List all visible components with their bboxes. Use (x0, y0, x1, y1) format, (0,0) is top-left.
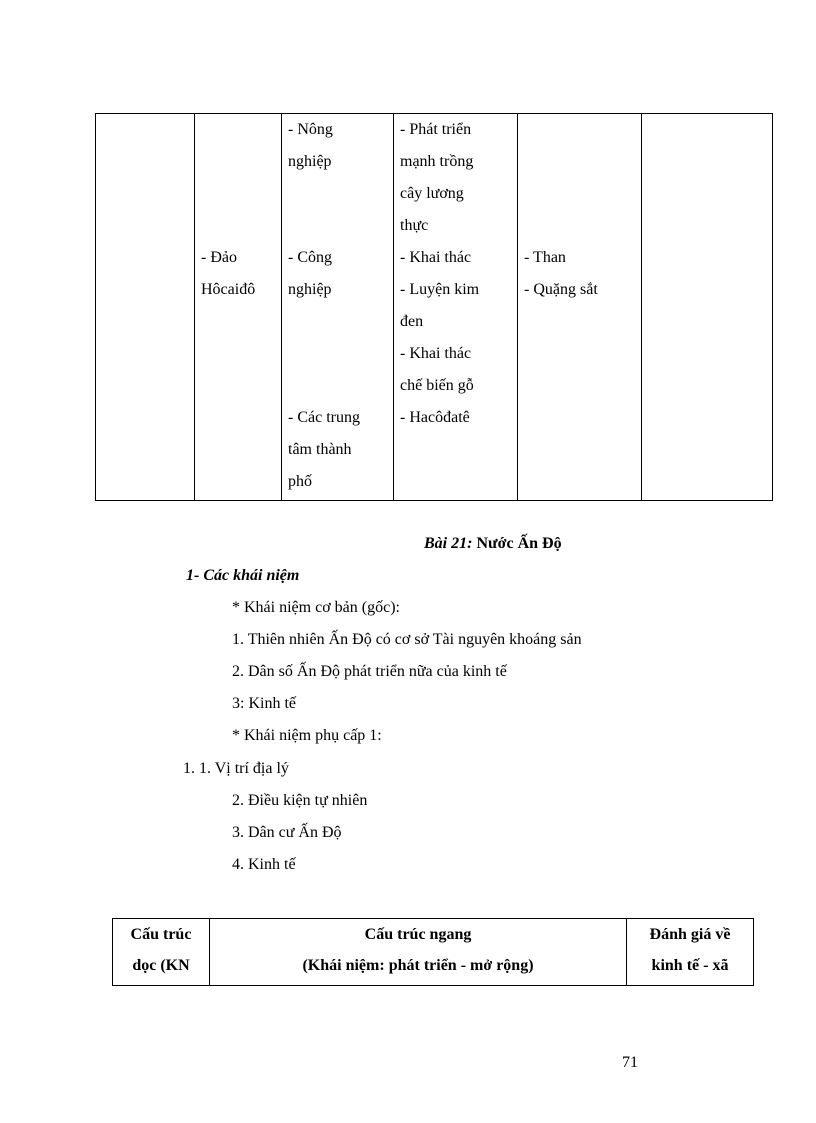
header-line: (Khái niệm: phát triển - mở rộng) (302, 957, 534, 974)
detail-line: đen (400, 313, 424, 330)
sector-line: - Nông (288, 121, 333, 138)
structure-table (112, 918, 754, 986)
detail-line: thực (400, 217, 429, 234)
text-line: 3: Kinh tế (232, 695, 296, 712)
sector-line: - Công (288, 249, 332, 266)
page-number: 71 (622, 1054, 638, 1071)
header-line: kinh tế - xã (651, 957, 729, 974)
detail-line: - Hacôđatê (400, 409, 470, 426)
text-line: * Khái niệm phụ cấp 1: (232, 727, 382, 744)
detail-line: - Khai thác (400, 345, 472, 362)
sector-line: nghiệp (288, 281, 332, 298)
resource-line: - Quặng sắt (524, 281, 598, 298)
lesson-title (424, 535, 562, 553)
table-cell-empty (642, 114, 773, 501)
header-line: dọc (KN (132, 957, 190, 974)
detail-line: - Luyện kim (400, 281, 480, 298)
table-cell-region (195, 114, 282, 501)
table-header-cell (113, 919, 210, 986)
continuation-table (95, 113, 773, 501)
table-header-cell (627, 919, 754, 986)
lesson-name: Nước Ấn Độ (472, 535, 562, 552)
text-line: 3. Dân cư Ấn Độ (232, 824, 342, 841)
text-line: 1. Thiên nhiên Ấn Độ có cơ sở Tài nguyên khoáng sản (232, 631, 582, 648)
text-line: 2. Điều kiện tự nhiên (232, 792, 368, 809)
detail-line: - Phát triển (400, 121, 472, 138)
sector-line: - Các trung (288, 409, 360, 426)
table-cell-empty (96, 114, 195, 501)
sector-line: nghiệp (288, 153, 332, 170)
table-header-cell (210, 919, 627, 986)
section-heading: 1- Các khái niệm (186, 567, 300, 584)
resource-line: - Than (524, 249, 566, 266)
detail-line: mạnh trồng (400, 153, 474, 170)
text-line: 2. Dân số Ấn Độ phát triển nữa của kinh tế (232, 663, 507, 680)
header-line: Cấu trúc ngang (364, 926, 472, 943)
header-line: Đánh giá về (649, 926, 731, 943)
detail-line: chế biến gỗ (400, 377, 474, 394)
detail-line: cây lương (400, 185, 464, 202)
sector-line: phố (288, 473, 312, 490)
region-line: Hôcaiđô (201, 281, 256, 298)
region-line: - Đảo (201, 249, 237, 266)
header-line: Cấu trúc (130, 926, 192, 943)
table-cell-details (394, 114, 518, 501)
detail-line: - Khai thác (400, 249, 472, 266)
lesson-number: Bài 21: (424, 535, 473, 552)
table-cell-resources (518, 114, 642, 501)
table-cell-sectors (282, 114, 394, 501)
sector-line: tâm thành (288, 441, 352, 458)
text-line: 1. 1. Vị trí địa lý (183, 760, 289, 777)
text-line: 4. Kinh tế (232, 856, 296, 873)
text-line: * Khái niệm cơ bản (gốc): (232, 599, 400, 616)
